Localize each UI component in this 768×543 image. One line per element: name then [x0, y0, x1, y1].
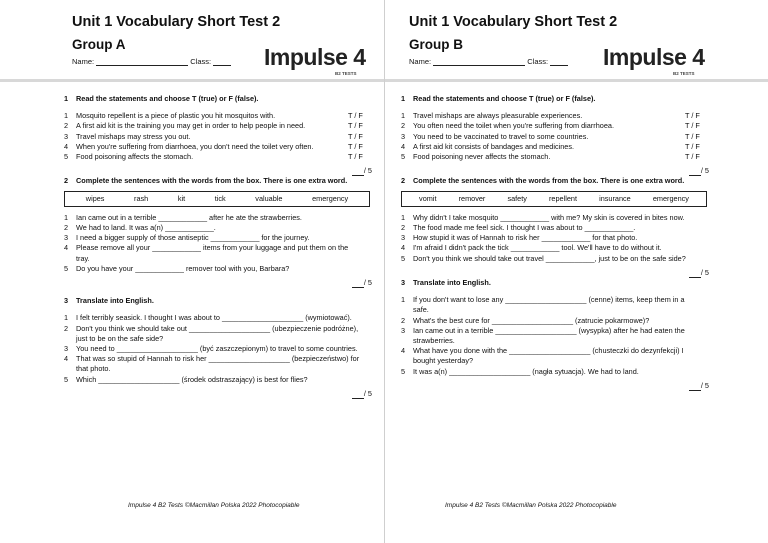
list-item: [401, 254, 707, 264]
score-box: [401, 268, 709, 278]
section-instruction: Read the statements and choose T (true) or F (false).: [413, 94, 596, 103]
box-word: wipes: [85, 193, 105, 203]
box-word: valuable: [255, 193, 283, 203]
word-box: [64, 191, 370, 207]
item-text: That was so stupid of Hannah to risk her ____________________ (bezpieczeństwo) for that photo.: [76, 354, 360, 374]
group-title: Group B: [409, 37, 463, 52]
list-item: [401, 295, 707, 315]
true-false-choice[interactable]: T / F: [685, 121, 700, 131]
section-number: 2: [401, 176, 406, 186]
item-number: 2: [64, 223, 69, 233]
score-blank[interactable]: [689, 384, 701, 391]
item-number: 4: [401, 141, 406, 151]
true-false-choice[interactable]: T / F: [685, 111, 700, 121]
true-false-choice[interactable]: T / F: [348, 141, 363, 151]
section-heading: [401, 94, 707, 104]
list-item: [401, 326, 707, 346]
unit-title: Unit 1 Vocabulary Short Test 2: [72, 14, 281, 30]
list-item: [64, 375, 370, 385]
section-number: 1: [401, 94, 406, 103]
name-class-row: [72, 57, 231, 66]
item-text: Which ____________________ (środek odstraszający) is best for flies?: [76, 374, 308, 384]
list-item: [401, 346, 707, 366]
item-number: 2: [401, 223, 406, 233]
item-text: Mosquito repellent is a piece of plastic you hit mosquitos with.: [76, 111, 276, 121]
item-text: I need a bigger supply of those antiseptic ____________ for the journey.: [76, 233, 310, 243]
item-text: How stupid it was of Hannah to risk her ____________ for that photo.: [413, 233, 638, 243]
section-heading: [401, 278, 707, 288]
list-item: [64, 152, 370, 162]
section-number: 1: [64, 94, 69, 103]
score-box: [64, 166, 372, 176]
list-item: [64, 223, 370, 233]
item-text: You need to ____________________ (być zaszczepionym) to travel to some countries.: [76, 344, 358, 354]
name-blank: [96, 58, 188, 66]
group-title: Group A: [72, 37, 126, 52]
item-text: A first aid kit is the training you may get in order to help people in need.: [76, 121, 306, 131]
score-total: / 5: [700, 267, 709, 277]
box-word: emergency: [652, 193, 689, 203]
section-heading: [64, 94, 370, 104]
list-item: [64, 243, 370, 263]
test-content: [401, 94, 707, 391]
list-item: [401, 243, 707, 253]
item-number: 5: [64, 152, 69, 162]
score-box: [64, 278, 372, 288]
section-heading: [64, 296, 370, 306]
box-word: safety: [507, 193, 527, 203]
item-text: Please remove all your ____________ items from your luggage and put them on the tray.: [76, 243, 349, 263]
brand-logo: Impulse 4: [264, 44, 366, 70]
box-word: tick: [214, 193, 226, 203]
list-item: [64, 344, 370, 354]
box-word: repellent: [549, 193, 577, 203]
score-blank[interactable]: [352, 169, 364, 176]
item-text: Ian came out in a terrible ____________________ (wysypka) after he had eaten the strawberries.: [413, 325, 685, 346]
item-text: You often need the toilet when you're suffering from diarrhoea.: [413, 121, 614, 131]
list-item: [64, 142, 370, 152]
item-text: When you're suffering from diarrhoea, you don't need the toilet very often.: [76, 141, 314, 151]
list-item: [64, 121, 370, 131]
page-footer: Impulse 4 B2 Tests ©Macmillan Polska 2022 Photocopiable: [445, 502, 617, 509]
true-false-choice[interactable]: T / F: [348, 152, 363, 162]
item-number: 5: [401, 152, 406, 162]
item-text: The food made me feel sick. I thought I was about to ____________.: [413, 223, 636, 233]
section-heading: [401, 176, 707, 186]
item-text: What have you done with the ____________________ (chusteczki do dezynfekcji) I bought yesterday?: [413, 346, 684, 366]
section-instruction: Translate into English.: [76, 296, 154, 306]
item-text: Don't you think we should take out travel ____________, just to be on the safe side?: [413, 253, 686, 263]
item-text: Travel mishaps are always pleasurable experiences.: [413, 111, 583, 121]
item-number: 1: [64, 212, 69, 222]
true-false-choice[interactable]: T / F: [348, 131, 363, 141]
item-text: What's the best cure for ____________________ (zatrucie pokarmowe)?: [413, 315, 650, 325]
score-total: / 5: [363, 278, 372, 288]
list-item: [401, 213, 707, 223]
brand-subtitle: B2 TESTS: [335, 71, 357, 76]
list-item: [401, 111, 707, 121]
item-text: Travel mishaps may stress you out.: [76, 131, 191, 141]
item-text: Food poisoning affects the stomach.: [76, 152, 194, 162]
name-label: Name:: [72, 57, 95, 66]
box-word: vomit: [419, 193, 437, 203]
name-label: Name:: [409, 57, 432, 66]
class-blank: [550, 58, 568, 66]
item-number: 4: [64, 141, 69, 151]
item-number: 3: [401, 131, 406, 141]
score-total: / 5: [363, 388, 372, 398]
list-item: [64, 354, 370, 374]
item-number: 1: [401, 212, 406, 222]
item-number: 3: [64, 344, 69, 354]
item-text: We had to land. It was a(n) ____________.: [76, 223, 216, 233]
class-label: Class:: [527, 57, 549, 66]
true-false-choice[interactable]: T / F: [348, 111, 363, 121]
brand-subtitle: B2 TESTS: [673, 71, 695, 76]
item-number: 1: [401, 111, 406, 121]
list-item: [64, 233, 370, 243]
score-blank[interactable]: [689, 169, 701, 176]
true-false-choice[interactable]: T / F: [685, 141, 700, 151]
item-text: Ian came out in a terrible ____________ after he ate the strawberries.: [76, 212, 302, 222]
list-item: [401, 132, 707, 142]
score-total: / 5: [700, 380, 709, 390]
header-divider: [385, 79, 768, 82]
header-divider: [0, 79, 384, 82]
item-number: 5: [401, 253, 406, 263]
list-item: [64, 313, 370, 323]
item-text: I felt terribly seasick. I thought I was about to ____________________ (wymiotować).: [76, 313, 352, 323]
test-content: [64, 94, 370, 399]
item-text: Food poisoning never affects the stomach.: [413, 152, 551, 162]
item-number: 1: [64, 313, 69, 323]
score-box: [64, 389, 372, 399]
item-number: 5: [64, 263, 69, 273]
list-item: [401, 142, 707, 152]
item-number: 4: [401, 243, 406, 253]
list-item: [64, 213, 370, 223]
item-number: 3: [401, 325, 406, 335]
item-number: 3: [64, 131, 69, 141]
item-number: 1: [401, 295, 406, 305]
brand-logo: Impulse 4: [603, 44, 705, 70]
name-class-row: [409, 57, 568, 66]
true-false-choice[interactable]: T / F: [685, 152, 700, 162]
item-text: I'm afraid I didn't pack the tick ____________ tool. We'll have to do without it.: [413, 243, 662, 253]
section-number: 3: [64, 296, 69, 306]
section-instruction: Read the statements and choose T (true) or F (false).: [76, 94, 259, 103]
item-number: 5: [401, 366, 406, 376]
item-number: 1: [64, 111, 69, 121]
box-word: remover: [458, 193, 486, 203]
list-item: [401, 367, 707, 377]
list-item: [401, 223, 707, 233]
item-text: It was a(n) ____________________ (nagła sytuacja). We had to land.: [413, 366, 639, 376]
item-number: 3: [401, 233, 406, 243]
list-item: [401, 121, 707, 131]
item-number: 4: [401, 346, 406, 356]
box-word: emergency: [312, 193, 349, 203]
list-item: [401, 233, 707, 243]
item-number: 3: [64, 233, 69, 243]
true-false-choice[interactable]: T / F: [348, 121, 363, 131]
list-item: [64, 324, 370, 344]
section-number: 3: [401, 278, 406, 288]
list-item: [64, 264, 370, 274]
item-number: 2: [401, 121, 406, 131]
item-text: A first aid kit consists of bandages and medicines.: [413, 141, 575, 151]
class-label: Class:: [190, 57, 212, 66]
box-word: insurance: [599, 193, 631, 203]
section-instruction: Complete the sentences with the words from the box. There is one extra word.: [413, 176, 685, 186]
score-blank[interactable]: [352, 392, 364, 399]
item-text: If you don't want to lose any ____________________ (cenne) items, keep them in a safe.: [413, 295, 685, 315]
item-number: 5: [64, 374, 69, 384]
list-item: [401, 152, 707, 162]
score-blank[interactable]: [352, 281, 364, 288]
list-item: [64, 111, 370, 121]
section-number: 2: [64, 176, 69, 186]
item-text: Don't you think we should take out ____________________ (ubezpieczenie podróżne), just to be on the safe side?: [76, 323, 359, 343]
list-item: [401, 316, 707, 326]
item-number: 2: [401, 315, 406, 325]
box-word: rash: [134, 193, 149, 203]
page-footer: Impulse 4 B2 Tests ©Macmillan Polska 2022 Photocopiable: [128, 502, 300, 509]
score-total: / 5: [363, 166, 372, 176]
item-text: Why didn't I take mosquito ____________ with me? My skin is covered in bites now.: [413, 212, 685, 222]
section-heading: [64, 176, 370, 186]
box-word: kit: [177, 193, 186, 203]
true-false-choice[interactable]: T / F: [685, 131, 700, 141]
name-blank: [433, 58, 525, 66]
unit-title: Unit 1 Vocabulary Short Test 2: [409, 14, 618, 30]
item-text: You need to be vaccinated to travel to some countries.: [413, 131, 589, 141]
score-blank[interactable]: [689, 271, 701, 278]
score-total: / 5: [700, 166, 709, 176]
test-page-group-b: [384, 0, 768, 543]
item-number: 2: [64, 323, 69, 333]
item-text: Do you have your ____________ remover tool with you, Barbara?: [76, 263, 290, 273]
class-blank: [213, 58, 231, 66]
score-box: [401, 381, 709, 391]
item-number: 4: [64, 354, 69, 364]
section-instruction: Translate into English.: [413, 278, 491, 288]
item-number: 4: [64, 243, 69, 253]
item-number: 2: [64, 121, 69, 131]
word-box: [401, 191, 707, 207]
score-box: [401, 166, 709, 176]
section-instruction: Complete the sentences with the words from the box. There is one extra word.: [76, 176, 348, 186]
list-item: [64, 132, 370, 142]
